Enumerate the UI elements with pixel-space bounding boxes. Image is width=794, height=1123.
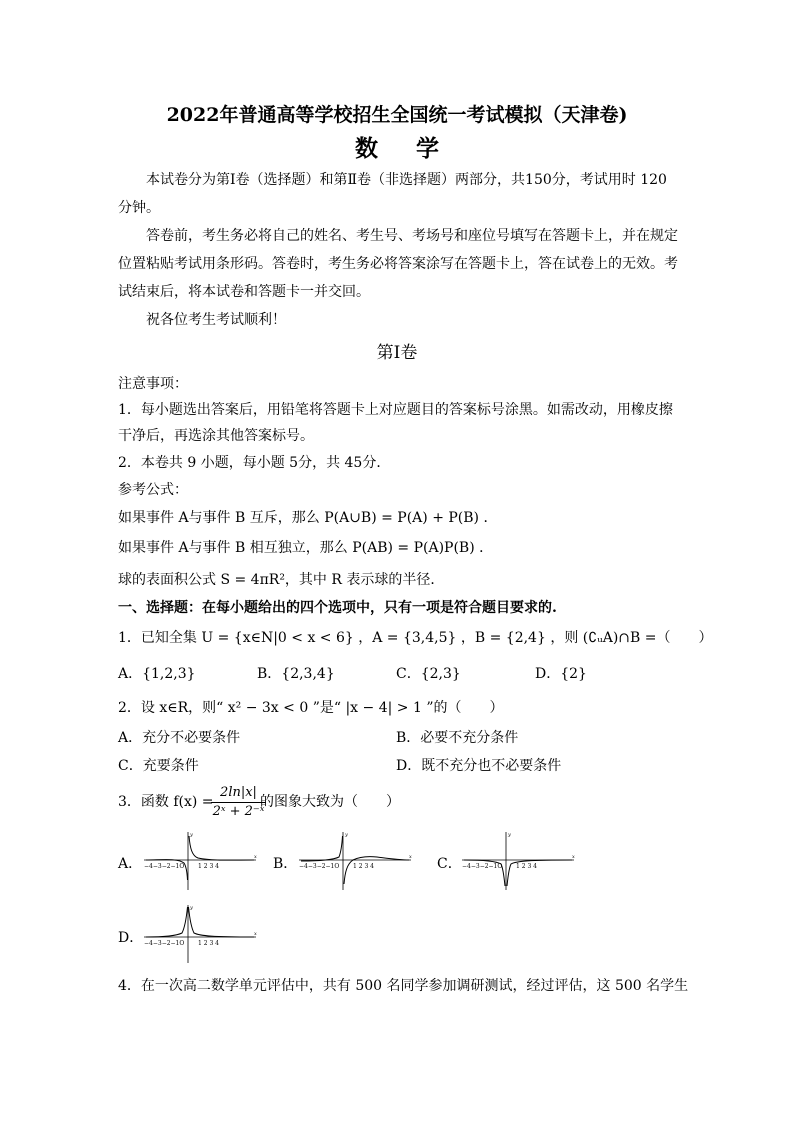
q3-graph-a[interactable] — [142, 830, 260, 892]
svg-text:x: x — [409, 854, 412, 860]
part1-heading: 一、选择题：在每小题给出的四个选项中，只有一项是符合题目要求的. — [118, 600, 557, 616]
q3-fraction — [211, 785, 266, 820]
q2-option-c[interactable]: C．充要条件 — [118, 758, 199, 774]
intro-paragraph-1-line-1: 本试卷分为第Ⅰ卷（选择题）和第Ⅱ卷（非选择题）两部分，共150分，考试用时 120 — [146, 172, 667, 188]
svg-text:x: x — [572, 854, 575, 860]
svg-text:y: y — [190, 905, 193, 911]
svg-text:−4−3−2−1O: −4−3−2−1O — [144, 940, 185, 947]
q3-suffix: 的图象大致为（ ） — [260, 794, 400, 810]
svg-text:x: x — [254, 931, 257, 937]
svg-text:−4−3−2−1O: −4−3−2−1O — [144, 863, 185, 870]
q1-option-b[interactable]: B．{2,3,4} — [257, 666, 335, 682]
q2-option-d[interactable]: D．既不充分也不必要条件 — [396, 758, 562, 774]
intro-paragraph-2-line-3: 试结束后，将本试卷和答题卡一并交回。 — [118, 284, 370, 300]
formula-2: 如果事件 A与事件 B 相互独立，那么 P(AB) = P(A)P(B) ． — [118, 540, 494, 556]
formula-3: 球的表面积公式 S = 4πR²，其中 R 表示球的半径． — [118, 572, 445, 588]
svg-text:1 2 3 4: 1 2 3 4 — [353, 863, 374, 870]
fraction-bar — [211, 802, 266, 803]
q3-graph-b[interactable] — [297, 830, 415, 892]
intro-paragraph-3: 祝各位考生考试顺利！ — [146, 312, 286, 328]
notes-heading: 注意事项： — [118, 376, 188, 392]
svg-text:x: x — [254, 854, 257, 860]
q1-option-c[interactable]: C．{2,3} — [396, 666, 461, 682]
q3-graph-c[interactable] — [460, 830, 578, 892]
formula-1: 如果事件 A与事件 B 互斥，那么 P(A∪B) = P(A) + P(B) ． — [118, 510, 498, 526]
q2-stem: 2．设 x∈R，则“ x² − 3x < 0 ”是“ |x − 4| > 1 ”的（ ） — [118, 700, 504, 716]
svg-text:1 2 3 4: 1 2 3 4 — [516, 863, 537, 870]
q3-denominator: 2ˣ + 2⁻ˣ — [212, 804, 265, 819]
q3-option-c[interactable]: C． — [437, 856, 462, 872]
intro-paragraph-2-line-2: 位置粘贴考试用条形码。答卷时，考生务必将答案涂写在答题卡上，答在试卷上的无效。考 — [118, 256, 678, 272]
note-1-line-1: 1．每小题选出答案后，用铅笔将答题卡上对应题目的答案标号涂黑。如需改动，用橡皮擦 — [118, 402, 673, 418]
q3-option-a[interactable]: A． — [118, 856, 143, 872]
intro-paragraph-1-line-2: 分钟。 — [118, 200, 160, 216]
q3-option-b[interactable]: B． — [273, 856, 298, 872]
section-title: 第Ⅰ卷 — [376, 343, 418, 363]
q2-option-a[interactable]: A．充分不必要条件 — [118, 730, 241, 746]
formula-heading: 参考公式： — [118, 482, 188, 498]
note-2: 2．本卷共 9 小题，每小题 5分，共 45分． — [118, 455, 391, 471]
svg-text:y: y — [190, 832, 193, 838]
note-1-line-2: 干净后，再选涂其他答案标号。 — [118, 428, 314, 444]
subject-title: 数学 — [355, 135, 477, 162]
q2-option-b[interactable]: B．必要不充分条件 — [396, 730, 519, 746]
q4-stem: 4．在一次高二数学单元评估中，共有 500 名同学参加调研测试，经过评估，这 500 名学生 — [118, 978, 689, 994]
svg-text:1 2 3 4: 1 2 3 4 — [198, 863, 219, 870]
q3-prefix: 3．函数 f(x) = — [118, 794, 214, 810]
q3-option-d[interactable]: D． — [118, 930, 144, 946]
intro-paragraph-2-line-1: 答卷前，考生务必将自己的姓名、考生号、考场号和座位号填写在答题卡上，并在规定 — [146, 228, 678, 244]
svg-text:y: y — [508, 832, 511, 838]
svg-text:−4−3−2−1O: −4−3−2−1O — [462, 863, 503, 870]
q3-graph-d[interactable] — [142, 903, 260, 965]
svg-text:−4−3−2−1O: −4−3−2−1O — [299, 863, 340, 870]
svg-text:1 2 3 4: 1 2 3 4 — [198, 940, 219, 947]
q1-stem: 1．已知全集 U = {x∈N|0 < x < 6} ，A = {3,4,5} ，B = {2,4} ，则 (∁ᵤA)∩B =（ ） — [118, 630, 713, 646]
q3-numerator: 2ln|x| — [220, 785, 257, 800]
exam-title: 2022年普通高等学校招生全国统一考试模拟（天津卷) — [166, 104, 628, 126]
q1-option-a[interactable]: A．{1,2,3} — [118, 666, 196, 682]
svg-text:y: y — [345, 832, 348, 838]
q1-option-d[interactable]: D．{2} — [535, 666, 587, 682]
